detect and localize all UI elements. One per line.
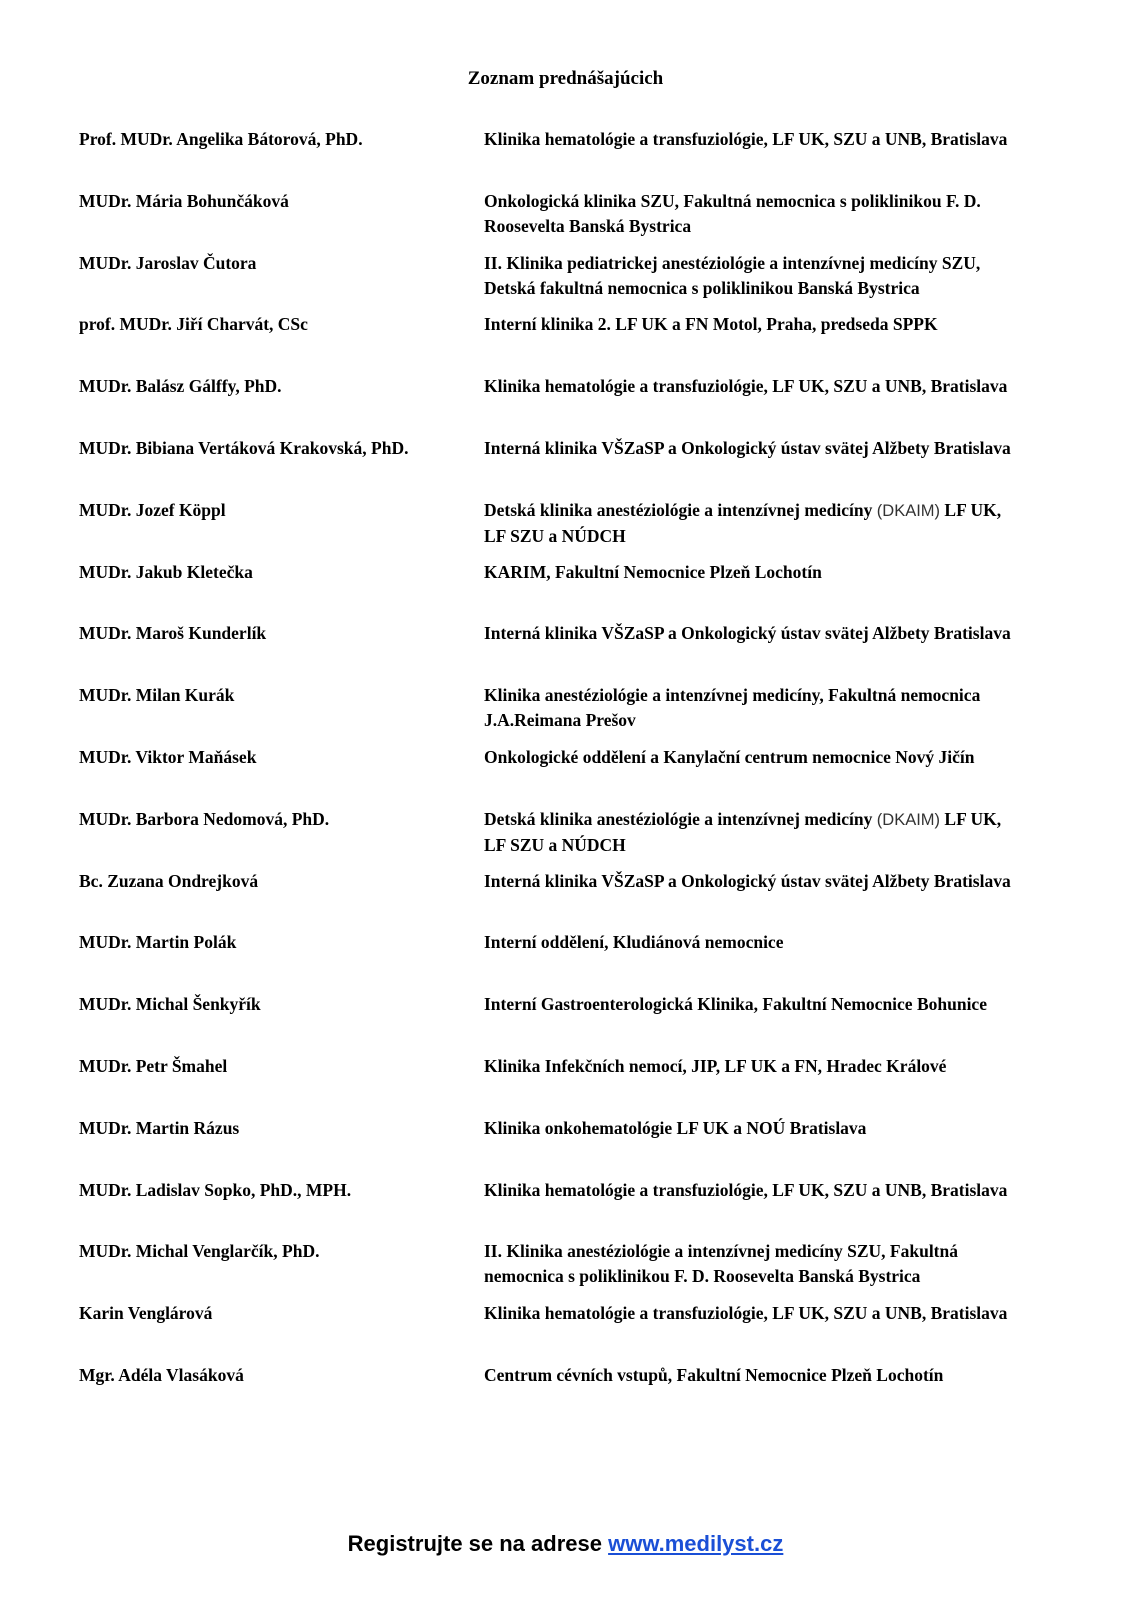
speaker-affiliation (484, 745, 1064, 770)
speaker-row (79, 251, 1079, 313)
speaker-row (79, 621, 1079, 683)
affiliation-line: KARIM, Fakultní Nemocnice Plzeň Lochotín (484, 561, 822, 582)
affiliation-abbreviation: (DKAIM) (876, 810, 941, 829)
speaker-affiliation (484, 869, 1064, 894)
affiliation-line: Klinika hematológie a transfuziológie, LF UK, SZU a UNB, Bratislava (484, 129, 1008, 149)
speaker-name: Bc. Zuzana Ondrejková (79, 870, 259, 891)
speaker-name: Karin Venglárová (79, 1303, 213, 1324)
speaker-row (79, 930, 1079, 992)
speaker-name: Prof. MUDr. Angelika Bátorová, PhD. (79, 129, 363, 149)
speaker-name: MUDr. Jakub Kletečka (79, 561, 253, 582)
affiliation-line: Klinika hematológie a transfuziológie, LF UK, SZU a UNB, Bratislava (484, 376, 1008, 397)
speaker-affiliation (484, 1301, 1064, 1326)
speaker-row (79, 1239, 1079, 1301)
speaker-name: MUDr. Milan Kurák (79, 685, 235, 706)
speaker-name: MUDr. Petr Šmahel (79, 1055, 228, 1076)
speaker-name: MUDr. Michal Šenkyřík (79, 994, 261, 1015)
footer-text: Registrujte se na adrese (347, 1531, 609, 1556)
affiliation-line: Interná klinika VŠZaSP a Onkologický ústav svätej Alžbety Bratislava (484, 623, 1011, 644)
speaker-row (79, 498, 1079, 560)
speaker-affiliation (484, 189, 1064, 239)
speaker-affiliation (484, 1178, 1064, 1203)
speaker-name: MUDr. Maroš Kunderlík (79, 623, 267, 644)
speaker-row (79, 1116, 1079, 1178)
affiliation-line (484, 807, 1064, 833)
speaker-row (79, 189, 1079, 251)
affiliation-line: Roosevelta Banská Bystrica (484, 215, 692, 236)
speaker-row (79, 436, 1079, 498)
affiliation-line: Klinika hematológie a transfuziológie, LF UK, SZU a UNB, Bratislava (484, 1303, 1008, 1324)
affiliation-text: LF UK, (940, 499, 1002, 520)
affiliation-line: Interní Gastroenterologická Klinika, Fakultní Nemocnice Bohunice (484, 994, 987, 1015)
affiliation-text: Detská klinika anestéziológie a intenzívnej medicíny (484, 808, 877, 829)
speaker-name: MUDr. Bibiana Vertáková Krakovská, PhD. (79, 437, 409, 458)
speaker-name: MUDr. Balász Gálffy, PhD. (79, 376, 282, 397)
speaker-name: MUDr. Michal Venglarčík, PhD. (79, 1241, 320, 1262)
affiliation-line: Interná klinika VŠZaSP a Onkologický ústav svätej Alžbety Bratislava (484, 870, 1011, 891)
speaker-affiliation (484, 374, 1064, 399)
affiliation-line: Interní oddělení, Kludiánová nemocnice (484, 932, 784, 953)
speaker-name: prof. MUDr. Jiří Charvát, CSc (79, 314, 308, 335)
affiliation-line: J.A.Reimana Prešov (484, 710, 636, 731)
speaker-name: MUDr. Viktor Maňásek (79, 746, 257, 767)
speaker-row (79, 374, 1079, 436)
affiliation-line: Centrum cévních vstupů, Fakultní Nemocnice Plzeň Lochotín (484, 1364, 944, 1385)
registration-link[interactable]: www.medilyst.cz (608, 1531, 784, 1556)
affiliation-text: Detská klinika anestéziológie a intenzívnej medicíny (484, 499, 877, 520)
affiliation-line: Detská fakultná nemocnica s poliklinikou Banská Bystrica (484, 277, 920, 298)
speaker-affiliation (484, 1054, 1064, 1079)
speaker-affiliation (484, 1239, 1064, 1289)
speaker-name: Mgr. Adéla Vlasáková (79, 1364, 244, 1385)
speaker-affiliation (484, 312, 1064, 337)
speaker-row (79, 992, 1079, 1054)
affiliation-line: II. Klinika anestéziológie a intenzívnej medicíny SZU, Fakultná (484, 1241, 958, 1262)
speaker-row (79, 127, 1079, 189)
speaker-name: MUDr. Barbora Nedomová, PhD. (79, 808, 330, 829)
speaker-row (79, 312, 1079, 374)
affiliation-text: LF UK, (940, 808, 1002, 829)
speaker-affiliation (484, 1116, 1064, 1141)
speaker-name: MUDr. Martin Rázus (79, 1117, 240, 1138)
affiliation-line: Interní klinika 2. LF UK a FN Motol, Praha, predseda SPPK (484, 314, 938, 335)
affiliation-line: Klinika onkohematológie LF UK a NOÚ Bratislava (484, 1117, 867, 1138)
speaker-affiliation (484, 251, 1064, 301)
affiliation-line: Onkologické oddělení a Kanylační centrum nemocnice Nový Jičín (484, 746, 975, 767)
speaker-affiliation (484, 930, 1064, 955)
speaker-affiliation (484, 1363, 1064, 1388)
affiliation-line: LF SZU a NÚDCH (484, 834, 626, 855)
speaker-name: MUDr. Jaroslav Čutora (79, 252, 257, 273)
speaker-name: MUDr. Ladislav Sopko, PhD., MPH. (79, 1179, 352, 1200)
speaker-row (79, 745, 1079, 807)
speaker-affiliation (484, 683, 1064, 733)
affiliation-line: nemocnica s poliklinikou F. D. Roosevelta Banská Bystrica (484, 1266, 921, 1287)
footer (0, 1530, 1131, 1558)
speaker-row (79, 1054, 1079, 1116)
affiliation-line: Klinika Infekčních nemocí, JIP, LF UK a FN, Hradec Králové (484, 1055, 947, 1076)
speaker-affiliation (484, 560, 1064, 585)
speaker-row (79, 869, 1079, 931)
speaker-affiliation (484, 436, 1064, 461)
speaker-row (79, 683, 1079, 745)
speaker-row (79, 1363, 1079, 1425)
speaker-name: MUDr. Jozef Köppl (79, 499, 226, 520)
speaker-row (79, 807, 1079, 869)
speaker-affiliation (484, 621, 1064, 646)
affiliation-line: Interná klinika VŠZaSP a Onkologický ústav svätej Alžbety Bratislava (484, 437, 1011, 458)
affiliation-line: Klinika anestéziológie a intenzívnej medicíny, Fakultná nemocnica (484, 685, 981, 706)
speaker-name: MUDr. Mária Bohunčáková (79, 190, 289, 211)
affiliation-line: Klinika hematológie a transfuziológie, LF UK, SZU a UNB, Bratislava (484, 1179, 1008, 1200)
affiliation-line: II. Klinika pediatrickej anestéziológie a intenzívnej medicíny SZU, (484, 252, 981, 273)
affiliation-abbreviation: (DKAIM) (876, 501, 941, 520)
speaker-affiliation (484, 498, 1064, 549)
speaker-name: MUDr. Martin Polák (79, 932, 237, 953)
speaker-affiliation (484, 992, 1064, 1017)
speaker-row (79, 560, 1079, 622)
affiliation-line: LF SZU a NÚDCH (484, 525, 626, 546)
affiliation-line (484, 498, 1064, 524)
speaker-list (79, 127, 1079, 1425)
speaker-affiliation (484, 127, 1064, 152)
speaker-row (79, 1178, 1079, 1240)
affiliation-line: Onkologická klinika SZU, Fakultná nemocnica s poliklinikou F. D. (484, 190, 981, 211)
page-title: Zoznam prednášajúcich (467, 68, 664, 89)
speaker-affiliation (484, 807, 1064, 858)
speaker-row (79, 1301, 1079, 1363)
